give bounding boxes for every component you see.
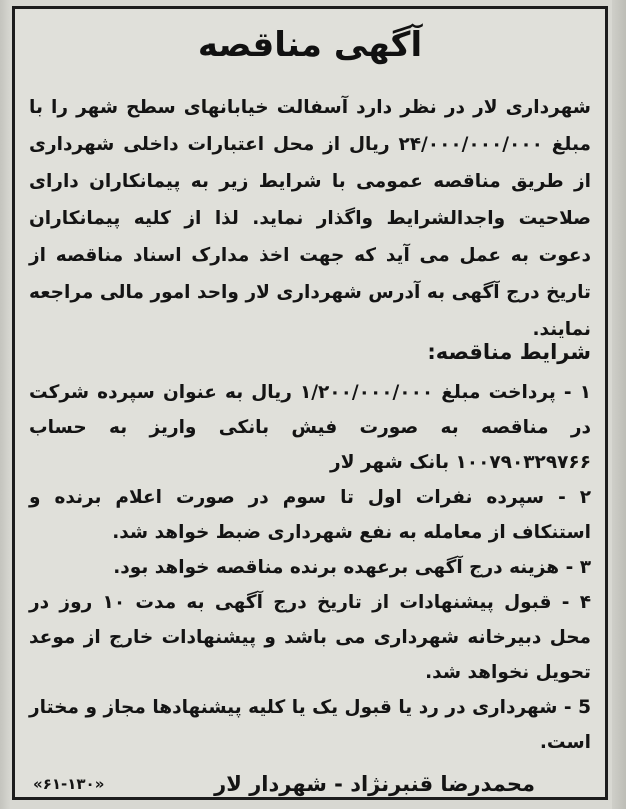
conditions-list [29,375,591,760]
scan-edge-left [0,0,10,809]
conditions-heading: شرایط مناقصه: [427,340,591,364]
ad-code: «۶۱-۱۳۰» [33,775,105,793]
signature-line: محمدرضا قنبرنژاد - شهردار لار [214,772,535,796]
ad-title: آگهی مناقصه [197,25,423,65]
advertisement-frame [12,6,608,800]
advertisement-body [21,13,599,796]
scan-edge-right [612,0,626,809]
intro-paragraph: شهرداری لار در نظر دارد آسفالت خیابانهای سطح شهر را با مبلغ ۲۴/۰۰۰/۰۰۰/۰۰۰ ریال از محل اعتبارات داخلی شهرداری از طریق مناقصه عمومی با شرایط زیر به پیمانکاران دارای صلاحیت واجدالشرایط واگذار نماید. لذا از کلیه پیمانکاران دعوت به عمل می آید که جهت اخذ مدارک اسناد مناقصه از تاریخ درج آگهی به آدرس شهرداری لار واحد امور مالی مراجعه نمایند. [29,97,591,340]
condition-item: ۳ - هزینه درج آگهی برعهده برنده مناقصه خواهد بود. [113,557,591,578]
condition-item: 5 - شهرداری در رد یا قبول یک یا کلیه پیشنهادها مجاز و مختار است. [29,697,591,753]
condition-item: ۱ - پرداخت مبلغ ۱/۲۰۰/۰۰۰/۰۰۰ ریال به عنوان سپرده شرکت در مناقصه به صورت فیش بانکی واریز به حساب ۱۰۰۷۹۰۳۲۹۷۶۶ بانک شهر لار [29,382,591,473]
ad-footer [27,767,591,801]
condition-item: ۲ - سپرده نفرات اول تا سوم در صورت اعلام برنده و استنکاف از معامله به نفع شهرداری ضبط خواهد شد. [29,487,591,543]
condition-item: ۴ - قبول پیشنهادات از تاریخ درج آگهی به مدت ۱۰ روز در محل دبیرخانه شهرداری می باشد و پیشنهادات خارج از موعد تحویل نخواهد شد. [29,592,591,683]
